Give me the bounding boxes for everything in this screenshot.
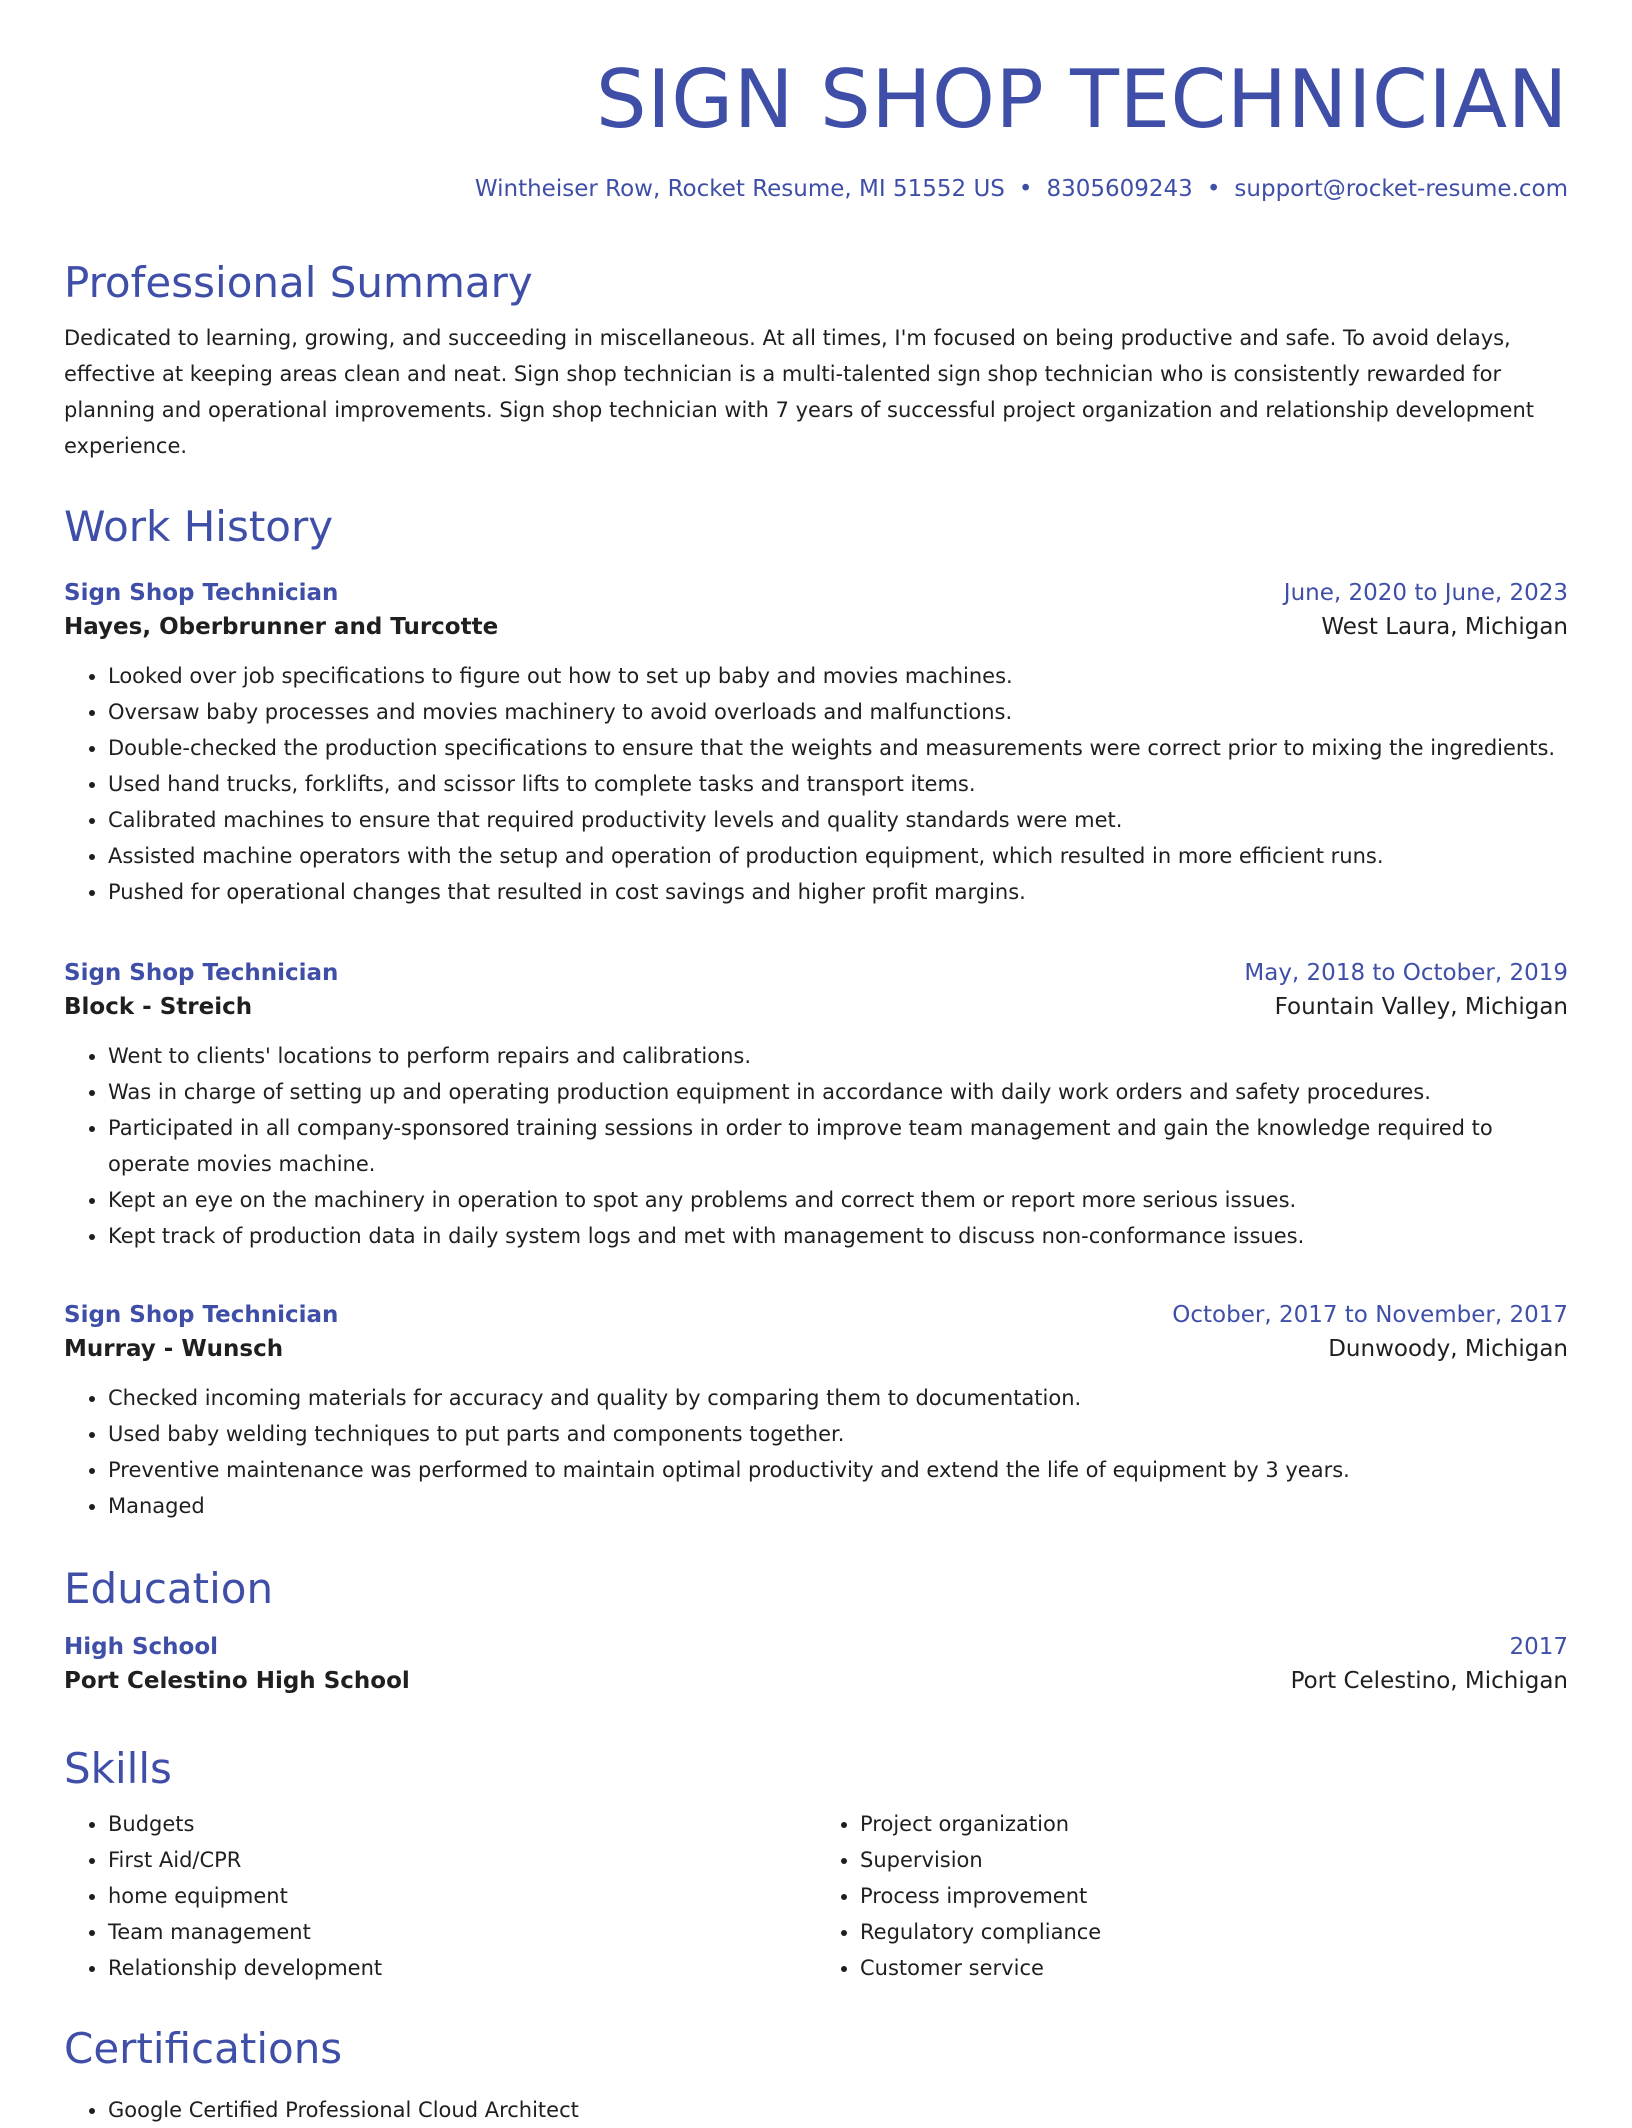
summary-text: Dedicated to learning, growing, and succeeding in miscellaneous. At all times, I'm focused on being productive and safe. To avoid delays, effective at keeping areas clean and neat. Sign shop technician is a multi-talented sign shop technician who is consistently rewarded for planning and operational improvements. Sign shop technician with 7 years of successful project organization and relationship development experience. <box>64 326 1534 459</box>
job-title: Sign Shop Technician <box>64 580 339 606</box>
list-item: • Participated in all company-sponsored training sessions in order to improve team management and gain the knowledge required to operate movies machine. <box>108 1110 1568 1182</box>
job-bullets <box>64 658 1568 910</box>
skill-item: • home equipment <box>108 1878 816 1914</box>
list-item: • Checked incoming materials for accuracy and quality by comparing them to documentation. <box>108 1380 1568 1416</box>
list-item: • Pushed for operational changes that resulted in cost savings and higher profit margins. <box>108 874 1568 910</box>
education-location: Port Celestino, Michigan <box>1290 1668 1568 1695</box>
skill-item: • Process improvement <box>860 1878 1568 1914</box>
skill-item: • Relationship development <box>108 1950 816 1986</box>
job-dates: May, 2018 to October, 2019 <box>1244 960 1568 986</box>
summary-heading: Professional Summary <box>64 258 533 307</box>
job-dates: June, 2020 to June, 2023 <box>1283 580 1568 606</box>
job-company: Murray - Wunsch <box>64 1336 284 1362</box>
certifications-heading: Certifications <box>64 2024 343 2073</box>
skill-item: • Supervision <box>860 1842 1568 1878</box>
job-subheader <box>64 614 1568 640</box>
job-header <box>64 1302 1568 1328</box>
list-item: • Calibrated machines to ensure that required productivity levels and quality standards were met. <box>108 802 1568 838</box>
list-item: • Managed <box>108 1488 1568 1524</box>
skill-item: • Regulatory compliance <box>860 1914 1568 1950</box>
list-item: • Was in charge of setting up and operating production equipment in accordance with daily work orders and safety procedures. <box>108 1074 1568 1110</box>
contact-address: Wintheiser Row, Rocket Resume, MI 51552 US <box>474 176 1005 202</box>
certifications-list <box>64 2092 1568 2128</box>
contact-separator: • <box>1018 176 1033 202</box>
resume-content <box>64 0 1568 2123</box>
skills-list-right <box>816 1806 1568 1986</box>
resume-title: SIGN SHOP TECHNICIAN <box>595 53 1568 146</box>
summary-section <box>64 260 1568 464</box>
education-school: Port Celestino High School <box>64 1668 410 1695</box>
contact-phone: 8305609243 <box>1046 176 1193 202</box>
education-heading: Education <box>64 1564 274 1613</box>
job-entry <box>64 580 1568 910</box>
list-item: • Oversaw baby processes and movies machinery to avoid overloads and malfunctions. <box>108 694 1568 730</box>
skill-item: • Budgets <box>108 1806 816 1842</box>
certifications-section <box>64 2026 1568 2128</box>
job-location: Fountain Valley, Michigan <box>1274 994 1568 1020</box>
list-item: • Looked over job specifications to figure out how to set up baby and movies machines. <box>108 658 1568 694</box>
skill-item: • Project organization <box>860 1806 1568 1842</box>
skills-heading: Skills <box>64 1744 172 1793</box>
job-header <box>64 960 1568 986</box>
skills-section <box>64 1746 1568 1986</box>
list-item: • Kept an eye on the machinery in operation to spot any problems and correct them or report more serious issues. <box>108 1182 1568 1218</box>
contact-separator: • <box>1206 176 1221 202</box>
job-company: Block - Streich <box>64 994 253 1020</box>
job-dates: October, 2017 to November, 2017 <box>1172 1302 1568 1328</box>
list-item: • Assisted machine operators with the setup and operation of production equipment, which resulted in more efficient runs. <box>108 838 1568 874</box>
job-location: Dunwoody, Michigan <box>1328 1336 1568 1362</box>
job-bullets <box>64 1038 1568 1254</box>
job-title: Sign Shop Technician <box>64 960 339 986</box>
job-subheader <box>64 994 1568 1020</box>
skills-columns <box>64 1806 1568 1986</box>
skill-item: • First Aid/CPR <box>108 1842 816 1878</box>
certification-item: • Google Certified Professional Cloud Architect <box>108 2092 1568 2128</box>
skill-item: • Team management <box>108 1914 816 1950</box>
list-item: • Double-checked the production specifications to ensure that the weights and measurements were correct prior to mixing the ingredients. <box>108 730 1568 766</box>
job-entry <box>64 960 1568 1254</box>
education-subheader <box>64 1668 1568 1694</box>
education-year: 2017 <box>1509 1634 1568 1661</box>
skills-list-left <box>64 1806 816 1986</box>
contact-line <box>64 176 1568 202</box>
list-item: • Preventive maintenance was performed to maintain optimal productivity and extend the life of equipment by 3 years. <box>108 1452 1568 1488</box>
list-item: • Used baby welding techniques to put parts and components together. <box>108 1416 1568 1452</box>
education-header <box>64 1634 1568 1660</box>
work-history-section <box>64 504 1568 550</box>
contact-email[interactable]: support@rocket-resume.com <box>1234 176 1568 202</box>
job-bullets <box>64 1380 1568 1524</box>
list-item: • Kept track of production data in daily system logs and met with management to discuss non-conformance issues. <box>108 1218 1568 1254</box>
job-location: West Laura, Michigan <box>1321 614 1568 640</box>
job-company: Hayes, Oberbrunner and Turcotte <box>64 614 499 640</box>
job-entry <box>64 1302 1568 1524</box>
education-section <box>64 1566 1568 1694</box>
work-history-heading: Work History <box>64 502 334 551</box>
job-title: Sign Shop Technician <box>64 1302 339 1328</box>
list-item: • Went to clients' locations to perform repairs and calibrations. <box>108 1038 1568 1074</box>
job-subheader <box>64 1336 1568 1362</box>
education-degree: High School <box>64 1634 219 1661</box>
skill-item: • Customer service <box>860 1950 1568 1986</box>
list-item: • Used hand trucks, forklifts, and scissor lifts to complete tasks and transport items. <box>108 766 1568 802</box>
job-header <box>64 580 1568 606</box>
